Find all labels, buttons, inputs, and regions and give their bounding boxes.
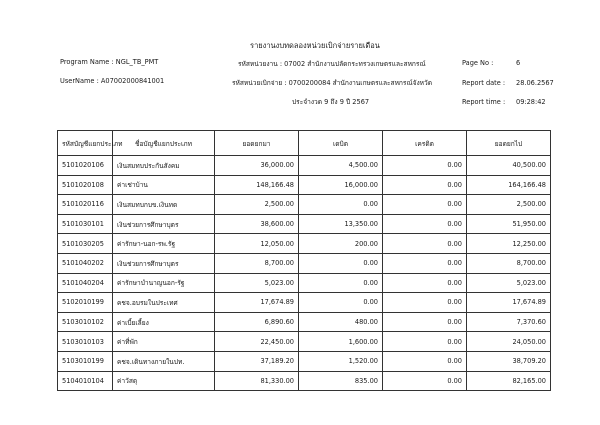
table-row: [58, 312, 551, 332]
table-row: [58, 293, 551, 313]
disbursing-agency: รหัสหน่วยเบิกจ่าย : 0700200084 สำนักงานเกษตรและสหกรณ์จังหวัด: [232, 79, 432, 87]
credit: 0.00: [383, 293, 467, 313]
opening-balance: 37,189.20: [215, 351, 299, 371]
table-row: [58, 332, 551, 352]
closing-balance: 38,709.20: [467, 351, 551, 371]
account-name: เงินสมทบกบข.เงินทด: [113, 195, 215, 215]
closing-balance: 24,050.00: [467, 332, 551, 352]
debit: 4,500.00: [299, 156, 383, 176]
opening-balance: 38,600.00: [215, 214, 299, 234]
debit: 0.00: [299, 253, 383, 273]
debit: 200.00: [299, 234, 383, 254]
opening-balance: 12,050.00: [215, 234, 299, 254]
opening-balance: 17,674.89: [215, 293, 299, 313]
account-code: 5101030101: [58, 214, 113, 234]
account-name: ค่าเบี้ยเลี้ยง: [113, 312, 215, 332]
account-name: ค่ารักษาบำนาญนอก-รัฐ: [113, 273, 215, 293]
account-name: คชจ.อบรมในประเทศ: [113, 293, 215, 313]
account-code: 5103010102: [58, 312, 113, 332]
debit: 0.00: [299, 273, 383, 293]
table-row: [58, 175, 551, 195]
account-name: ค่าวัสดุ: [113, 371, 215, 391]
closing-balance: 82,165.00: [467, 371, 551, 391]
closing-balance: 8,700.00: [467, 253, 551, 273]
account-code: 5101020108: [58, 175, 113, 195]
account-code: 5104010104: [58, 371, 113, 391]
table-row: [58, 371, 551, 391]
opening-balance: 36,000.00: [215, 156, 299, 176]
closing-balance: 164,166.48: [467, 175, 551, 195]
account-name: เงินช่วยการศึกษาบุตร: [113, 253, 215, 273]
closing-balance: 5,023.00: [467, 273, 551, 293]
closing-balance: 17,674.89: [467, 293, 551, 313]
account-name: ค่าเช่าบ้าน: [113, 175, 215, 195]
debit: 835.00: [299, 371, 383, 391]
table-row: [58, 351, 551, 371]
agency-code: รหัสหน่วยงาน : 07002 สำนักงานปลัดกระทรวงเกษตรและสหกรณ์: [238, 60, 426, 68]
account-name: เงินสมทบประกันสังคม: [113, 156, 215, 176]
page-no-label: Page No :: [462, 59, 494, 67]
trial-balance-table: [57, 130, 551, 391]
header-closing-balance: ยอดยกไป: [467, 131, 551, 156]
credit: 0.00: [383, 156, 467, 176]
closing-balance: 40,500.00: [467, 156, 551, 176]
account-code: 5102010199: [58, 293, 113, 313]
header-account-code: รหัสบัญชีแยกประเภท: [58, 131, 113, 156]
account-code: 5103010199: [58, 351, 113, 371]
credit: 0.00: [383, 312, 467, 332]
table-row: [58, 156, 551, 176]
table-row: [58, 253, 551, 273]
opening-balance: 8,700.00: [215, 253, 299, 273]
debit: 0.00: [299, 293, 383, 313]
account-code: 5101020116: [58, 195, 113, 215]
account-name: ค่ารักษา-นอก-รพ.รัฐ: [113, 234, 215, 254]
debit: 0.00: [299, 195, 383, 215]
credit: 0.00: [383, 273, 467, 293]
closing-balance: 7,370.60: [467, 312, 551, 332]
credit: 0.00: [383, 332, 467, 352]
opening-balance: 5,023.00: [215, 273, 299, 293]
account-code: 5101040202: [58, 253, 113, 273]
header-credit: เครดิต: [383, 131, 467, 156]
opening-balance: 81,330.00: [215, 371, 299, 391]
debit: 480.00: [299, 312, 383, 332]
report-time-value: 09:28:42: [516, 98, 546, 106]
table-row: [58, 234, 551, 254]
debit: 1,520.00: [299, 351, 383, 371]
credit: 0.00: [383, 234, 467, 254]
credit: 0.00: [383, 214, 467, 234]
table-header-row: [58, 131, 551, 156]
page-no-value: 6: [516, 59, 521, 67]
account-code: 5103010103: [58, 332, 113, 352]
credit: 0.00: [383, 253, 467, 273]
closing-balance: 12,250.00: [467, 234, 551, 254]
account-name: คชจ.เดินทางภายในปท.: [113, 351, 215, 371]
opening-balance: 22,450.00: [215, 332, 299, 352]
credit: 0.00: [383, 195, 467, 215]
table-row: [58, 273, 551, 293]
opening-balance: 6,890.60: [215, 312, 299, 332]
closing-balance: 2,500.00: [467, 195, 551, 215]
account-name: เงินช่วยการศึกษาบุตร: [113, 214, 215, 234]
report-title: รายงานงบทดลองหน่วยเบิกจ่ายรายเดือน: [250, 41, 380, 50]
username: UserName : A07002000841001: [60, 77, 165, 85]
closing-balance: 51,950.00: [467, 214, 551, 234]
program-name: Program Name : NGL_TB_PMT: [60, 58, 159, 66]
account-code: 5101040204: [58, 273, 113, 293]
opening-balance: 148,166.48: [215, 175, 299, 195]
credit: 0.00: [383, 371, 467, 391]
debit: 16,000.00: [299, 175, 383, 195]
credit: 0.00: [383, 351, 467, 371]
credit: 0.00: [383, 175, 467, 195]
header-opening-balance: ยอดยกมา: [215, 131, 299, 156]
account-code: 5101020106: [58, 156, 113, 176]
table-row: [58, 214, 551, 234]
header-debit: เดบิต: [299, 131, 383, 156]
debit: 1,600.00: [299, 332, 383, 352]
report-period: ประจำงวด 9 ถึง 9 ปี 2567: [292, 98, 370, 106]
account-name: ค่าที่พัก: [113, 332, 215, 352]
report-date-value: 28.06.2567: [516, 79, 554, 87]
report-time-label: Report time :: [462, 98, 506, 106]
table-row: [58, 195, 551, 215]
account-code: 5101030205: [58, 234, 113, 254]
debit: 13,350.00: [299, 214, 383, 234]
opening-balance: 2,500.00: [215, 195, 299, 215]
header-account-name: ชื่อบัญชีแยกประเภท: [113, 131, 215, 156]
report-date-label: Report date :: [462, 79, 506, 87]
